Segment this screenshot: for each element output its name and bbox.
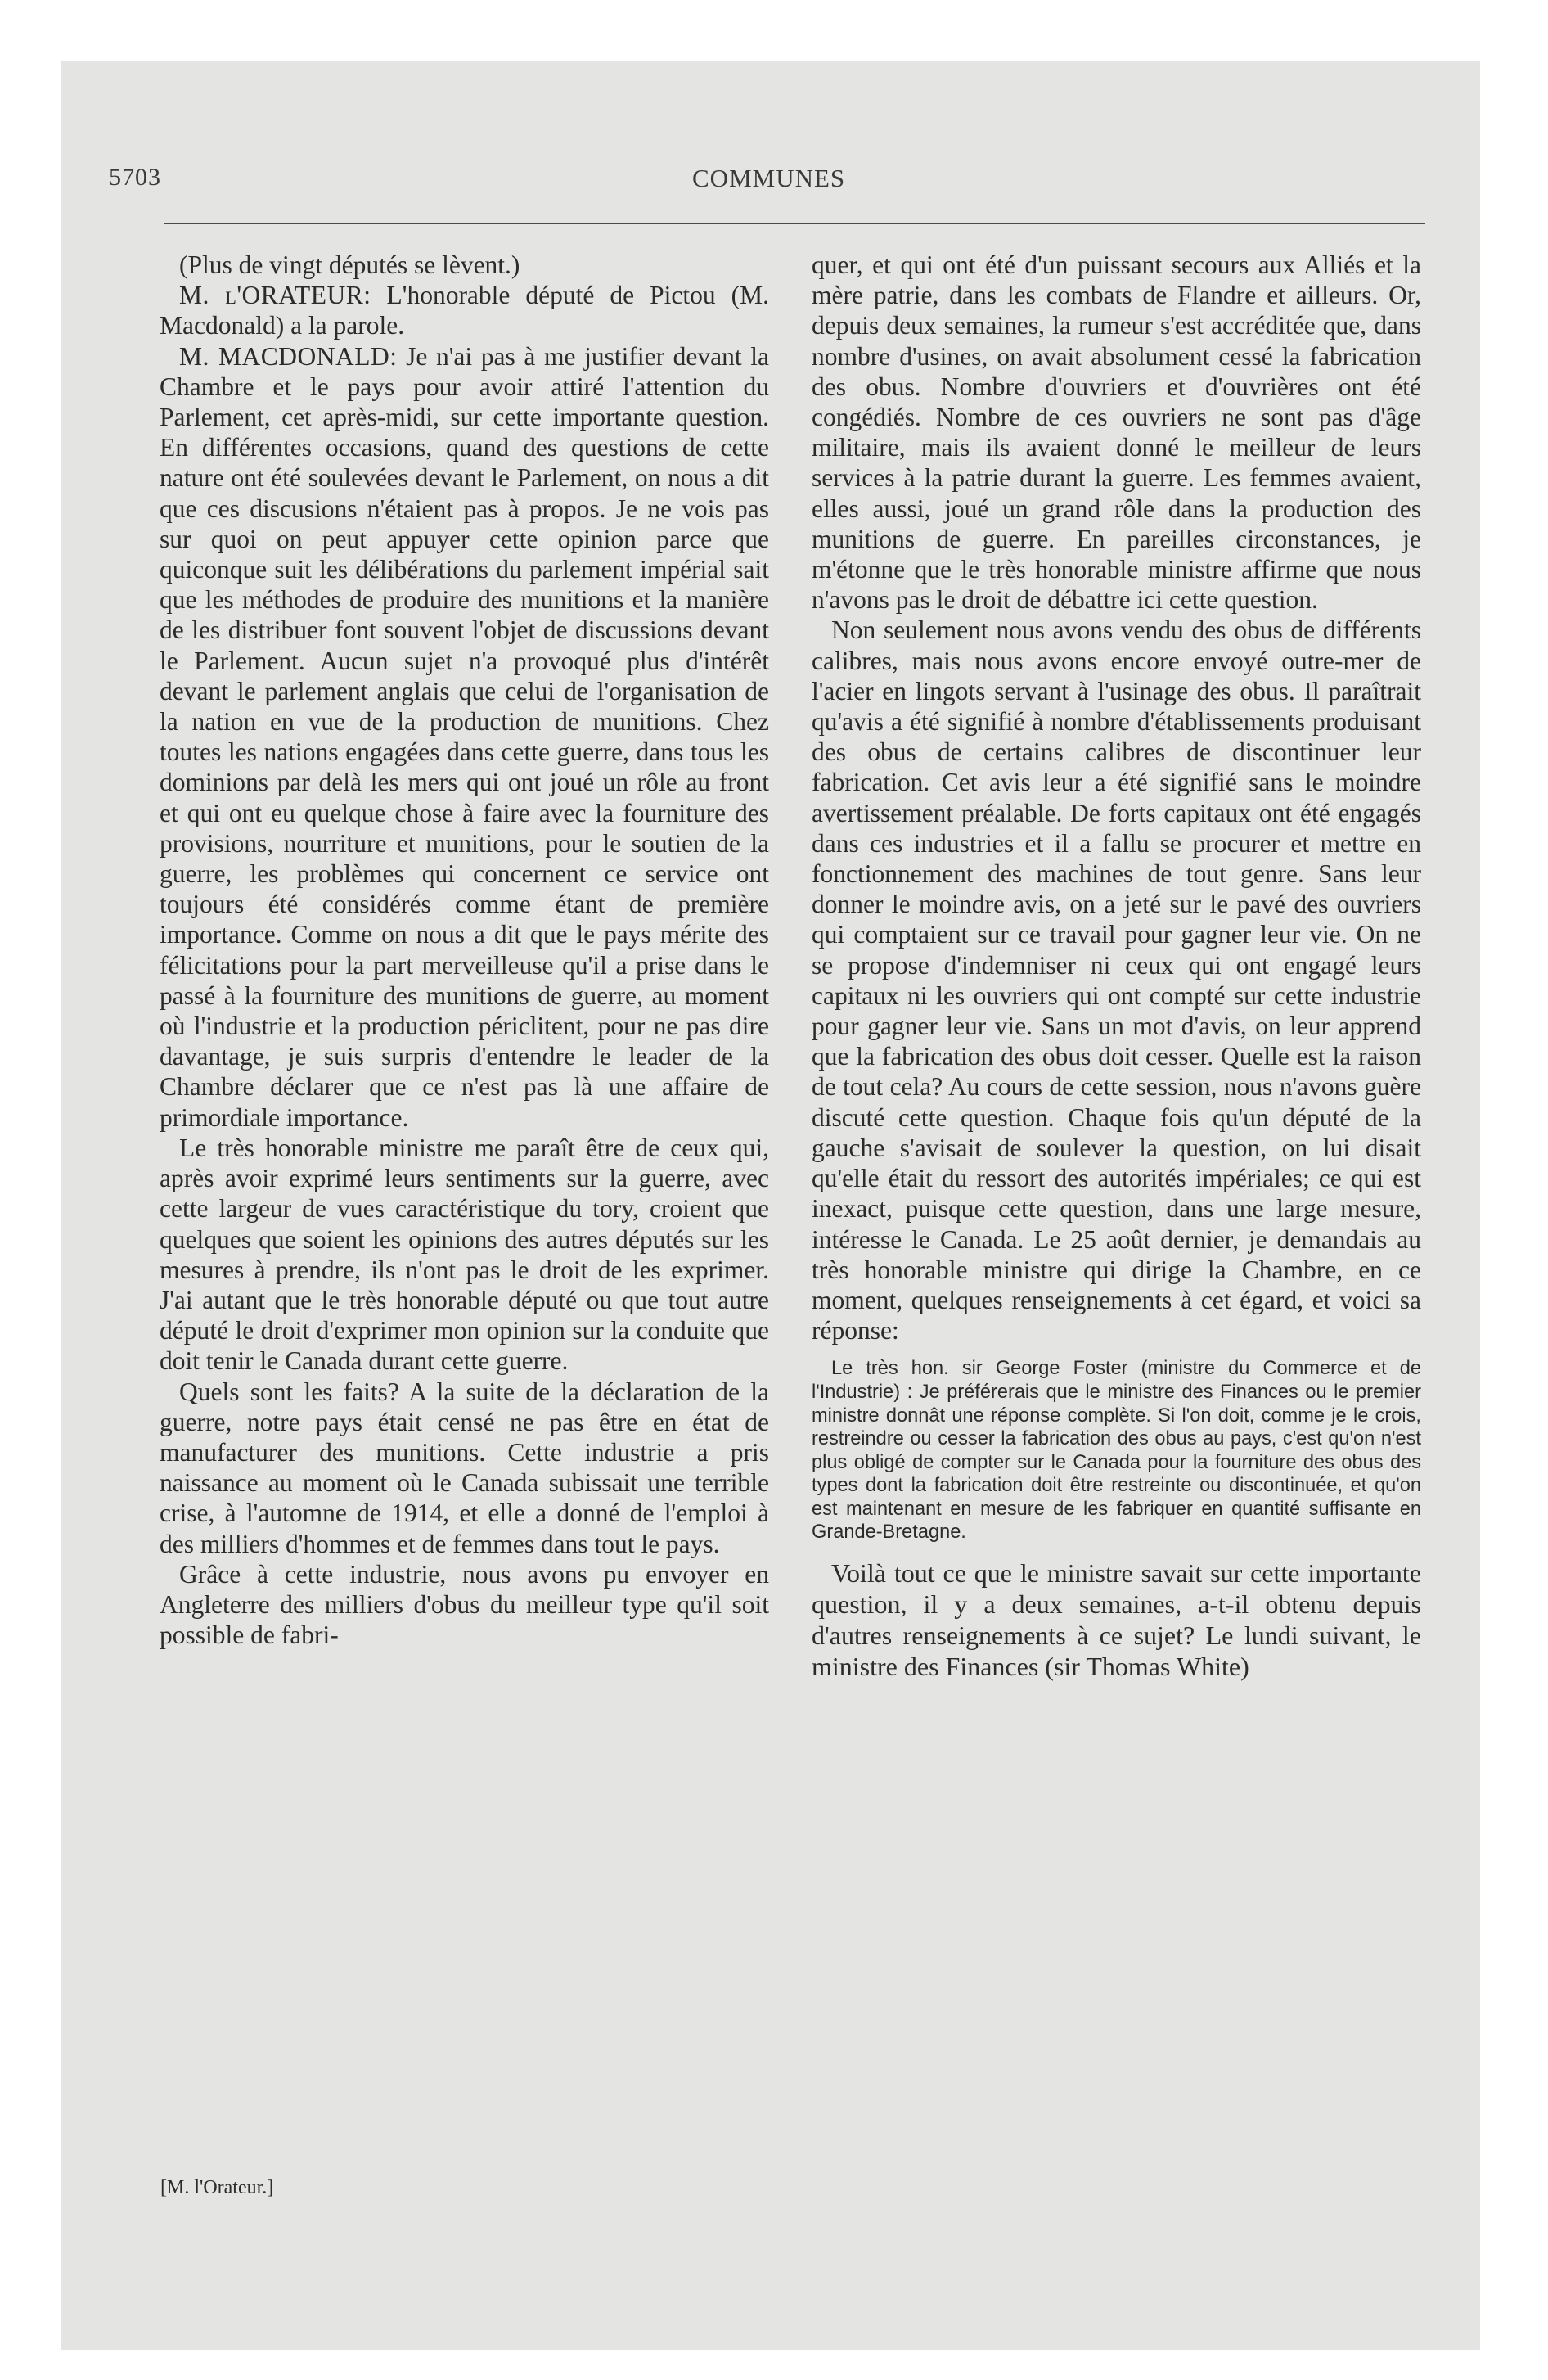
header-rule: [164, 223, 1425, 224]
paragraph: Le très honorable ministre me paraît être de ceux qui, après avoir exprimé leurs sentiments sur la guerre, avec cette largeur de vues caractéristique du tory, croient que quelques que soient les opinions des autres députés sur les mesures à prendre, ils n'ont pas le droit de les exprimer. J'ai autant que le très honorable député ou que tout autre député le droit d'exprimer mon opinion sur la conduite que doit tenir le Canada durant cette guerre.: [160, 1133, 769, 1376]
speech-text: L'honorable député de Pictou (M. Macdonald) a la parole.: [160, 281, 769, 340]
paragraph: quer, et qui ont été d'un puissant secours aux Alliés et la mère patrie, dans les combats de Flandre et ailleurs. Or, depuis deux semaines, la rumeur s'est accréditée que, dans nombre d'usines, on avait absolument cessé la fabrication des obus. Nombre d'ouvriers et d'ouvrières ont été congédiés. Nombre de ces ouvriers ne sont pas d'âge militaire, mais ils avaient donné le meilleur de leurs services à la patrie durant la guerre. Les femmes avaient, elles aussi, joué un grand rôle dans la production des munitions de guerre. En pareilles circonstances, je m'étonne que le très honorable ministre affirme que nous n'avons pas le droit de débattre ici cette question.: [812, 250, 1421, 615]
speaker-name: M. l'ORATEUR:: [179, 281, 371, 310]
paragraph: Quels sont les faits? A la suite de la déclaration de la guerre, notre pays était censé ne pas être en état de manufacturer des munitions. Cette industrie a pris naissance au moment où le Canada subissait une terrible crise, à l'automne de 1914, et elle a donné de l'emploi à des milliers d'hommes et de femmes dans tout le pays.: [160, 1377, 769, 1558]
speech-text: Je n'ai pas à me justifier devant la Chambre et le pays pour avoir attiré l'attention du Parlement, cet après-midi, sur cette importante question. En différentes occasions, quand des questions de cette nature ont été soulevées devant le Parlement, on nous a dit que ces discusions n'étaient pas à propos. Je ne vois pas sur quoi on peut appuyer cette opinion parce que quiconque suit les délibérations du parlement impérial sait que les méthodes de produire des munitions et la manière de les distribuer font souvent l'objet de discussions devant le Parlement. Aucun sujet n'a provoqué plus d'intérêt devant le parlement anglais que celui de l'organisation de la nation en vue de la production de munitions. Chez toutes les nations engagées dans cette guerre, dans tous les dominions par delà les mers qui ont joué un rôle au front et qui ont eu quelque chose à faire avec la fourniture des provisions, nourriture et munitions, pour le soutien de la guerre, les problèmes qui concernent ce service ont toujours été considérés comme étant de première importance. Comme on nous a dit que le pays mérite des félicitations pour la part merveilleuse qu'il a prise dans le passé à la fourniture des munitions de guerre, au moment où l'industrie et la production périclitent, pour ne pas dire davantage, je suis surpris d'entendre le leader de la Chambre déclarer que ce n'est pas là une affaire de primordiale importance.: [160, 341, 769, 1132]
paragraph: Grâce à cette industrie, nous avons pu envoyer en Angleterre des milliers d'obus du meilleur type qu'il soit possible de fabri-: [160, 1559, 769, 1650]
stage-direction: (Plus de vingt députés se lèvent.): [179, 250, 520, 279]
right-column: [812, 250, 1421, 1682]
paragraph: Voilà tout ce que le ministre savait sur cette importante question, il y a deux semaines, a-t-il obtenu depuis d'autres renseignements à ce sujet? Le lundi suivant, le ministre des Finances (sir Thomas White): [812, 1558, 1421, 1682]
block-quote: [812, 1357, 1421, 1544]
left-column: [160, 250, 769, 1650]
footer-speaker-reference: [M. l'Orateur.]: [160, 2177, 274, 2198]
paragraph: Non seulement nous avons vendu des obus de différents calibres, mais nous avons encore envoyé outre-mer de l'acier en lingots servant à l'usinage des obus. Il paraîtrait qu'avis a été signifié à nombre d'établissements produisant des obus de certains calibres de discontinuer leur fabrication. Cet avis leur a été signifié sans le moindre avertissement préalable. De forts capitaux ont été engagés dans ces industries et il a fallu se procurer et mettre en fonctionnement des machines de tout genre. Sans leur donner le moindre avis, on a jeté sur le pavé des ouvriers qui comptaient sur ce travail pour gagner leur vie. On ne se propose d'indemniser ni ceux qui ont engagé leurs capitaux ni les ouvriers qui ont compté sur cette industrie pour gagner leur vie. Sans un mot d'avis, on leur apprend que la fabrication des obus doit cesser. Quelle est la raison de tout cela? Au cours de cette session, nous n'avons guère discuté cette question. Chaque fois qu'un député de la gauche s'avisait de soulever la question, on lui disait qu'elle était du ressort des autorités impériales; ce qui est inexact, puisque cette question, dans une large mesure, intéresse le Canada. Le 25 août dernier, je demandais au très honorable ministre qui dirige la Chambre, en ce moment, quelques renseignements à cet égard, et voici sa réponse:: [812, 615, 1421, 1346]
speaker-name: M. MACDONALD:: [179, 341, 398, 371]
quote-text: Le très hon. sir George Foster (ministre du Commerce et de l'Industrie) : Je préférerais que le ministre des Finances ou le premier ministre donnât une réponse complète. Si l'on doit, comme je le crois, restreindre ou cesser la fabrication des obus au pays, c'est qu'on n'est plus obligé de compter sur le Canada pour la fourniture des obus des types dont la fabrication doit être restreinte ou discontinuée, et qu'on est maintenant en mesure de les fabriquer en quantité suffisante en Grande-Bretagne.: [812, 1358, 1421, 1544]
running-head: COMMUNES: [692, 164, 846, 192]
paragraph: [160, 280, 769, 340]
page-number: 5703: [109, 164, 161, 191]
paragraph: [160, 341, 769, 1133]
